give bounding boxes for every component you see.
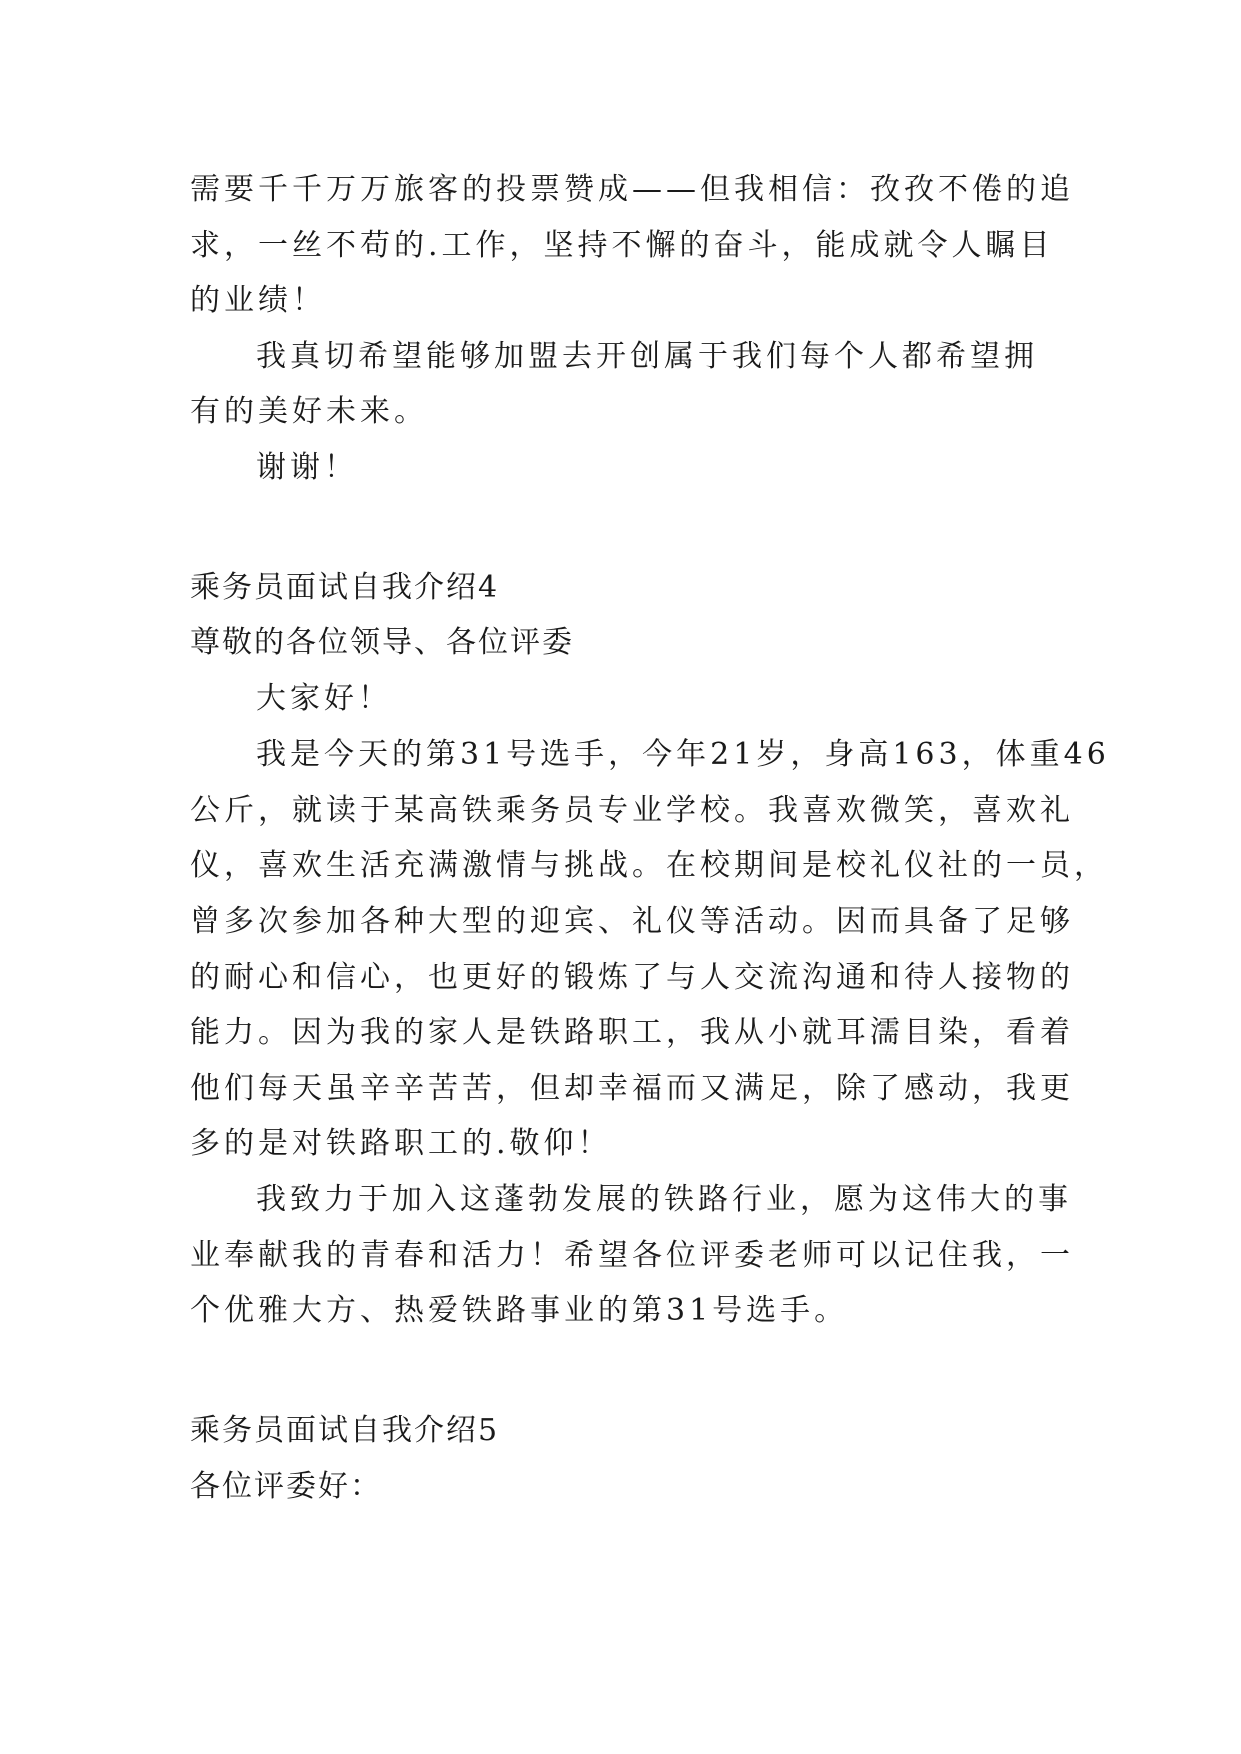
paragraph-line: 公斤，就读于某高铁乘务员专业学校。我喜欢微笑，喜欢礼	[190, 793, 1074, 828]
paragraph-line: 我真切希望能够加盟去开创属于我们每个人都希望拥	[256, 339, 1038, 374]
paragraph-line: 他们每天虽辛辛苦苦，但却幸福而又满足，除了感动，我更	[190, 1071, 1074, 1106]
paragraph-line: 的业绩！	[190, 283, 326, 318]
section-heading: 乘务员面试自我介绍5	[190, 1413, 500, 1448]
greeting: 大家好！	[256, 681, 392, 716]
salutation: 尊敬的各位领导、各位评委	[190, 625, 574, 660]
paragraph-line: 需要千千万万旅客的投票赞成——但我相信：孜孜不倦的追	[190, 172, 1074, 207]
salutation: 各位评委好：	[190, 1469, 382, 1504]
paragraph-line: 能力。因为我的家人是铁路职工，我从小就耳濡目染，看着	[190, 1015, 1074, 1050]
paragraph-line: 的耐心和信心，也更好的锻炼了与人交流沟通和待人接物的	[190, 960, 1074, 995]
paragraph-line: 仪，喜欢生活充满激情与挑战。在校期间是校礼仪社的一员，	[190, 848, 1108, 883]
paragraph-line: 曾多次参加各种大型的迎宾、礼仪等活动。因而具备了足够	[190, 904, 1074, 939]
paragraph-line: 我是今天的第31号选手，今年21岁，身高163，体重46	[256, 737, 1110, 772]
paragraph-line: 我致力于加入这蓬勃发展的铁路行业，愿为这伟大的事	[256, 1182, 1072, 1217]
paragraph-line: 有的美好未来。	[190, 394, 428, 429]
closing-thanks: 谢谢！	[256, 450, 358, 485]
paragraph-line: 个优雅大方、热爱铁路事业的第31号选手。	[190, 1293, 849, 1328]
paragraph-line: 业奉献我的青春和活力！希望各位评委老师可以记住我，一	[190, 1238, 1074, 1273]
section-heading: 乘务员面试自我介绍4	[190, 570, 500, 605]
paragraph-line: 多的是对铁路职工的.敬仰！	[190, 1126, 612, 1161]
paragraph-line: 求，一丝不苟的.工作，坚持不懈的奋斗，能成就令人瞩目	[190, 228, 1054, 263]
